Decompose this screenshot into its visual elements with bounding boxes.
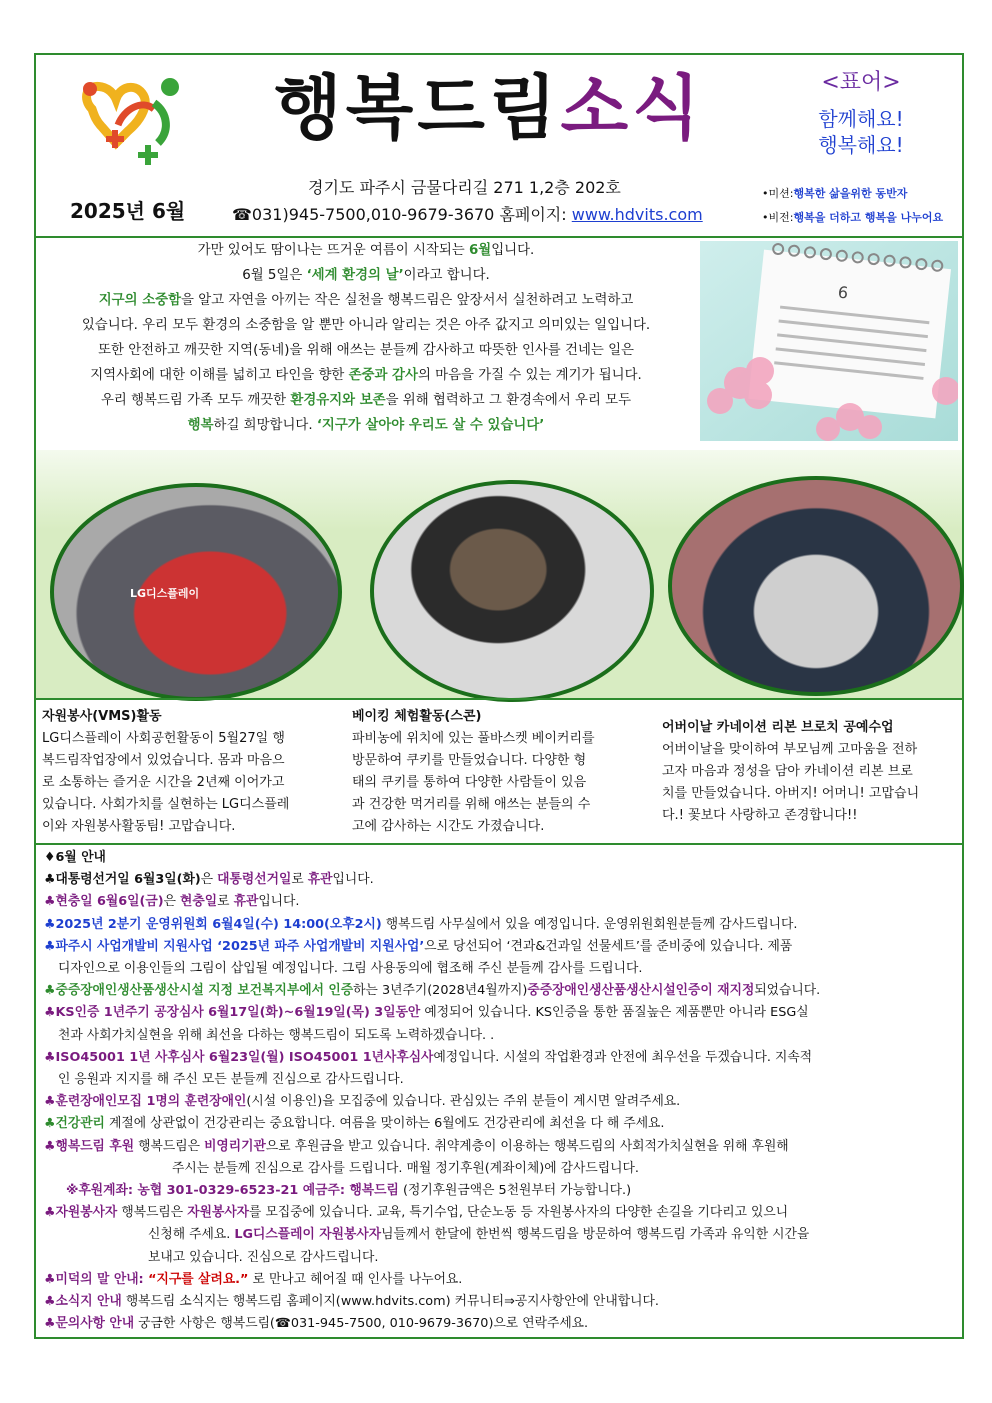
june-notices xyxy=(44,847,958,1335)
slogan-line-2: 행복해요! xyxy=(818,133,904,157)
caption-baking: 베이킹 체험활동(스콘) 파비농에 위치에 있는 풀바스켓 베이커리를 방문하여 쿠키를 만들었습니다. 다양한 형 태의 쿠키를 통하여 다양한 사람들이 있음 과 건강한 먹거리를 위해 애쓰는 분들의 수 고에 감사하는 시간도 가졌습니다. xyxy=(352,709,595,834)
notice-item-cont: 인 응원과 지지를 해 주신 모든 분들께 진심으로 감사드립니다. xyxy=(58,1072,404,1088)
notice-heading: ♦6월 안내 xyxy=(44,850,106,865)
notice-item-cont: 천과 사회가치실현을 위해 최선을 다하는 행복드림이 되도록 노력하겠습니다. . xyxy=(58,1027,495,1043)
mission: •미션:행복한 삶을위한 동반자 xyxy=(762,187,908,200)
donation-account: ※후원계좌: 농협 301-0329-6523-21 예금주: 행복드림 (정기후원금액은 5천원부터 가능합니다.) xyxy=(66,1183,632,1199)
newsletter-title: 행복드림소식 xyxy=(274,67,704,149)
slogan-tag: <표어> xyxy=(821,70,901,95)
divider xyxy=(36,843,962,845)
lg-badge: LG디스플레이 xyxy=(130,587,200,600)
notice-item-cont: 보내고 있습니다. 진심으로 감사드립니다. xyxy=(148,1249,379,1265)
notice-item: ♣2025년 2분기 운영위원회 6월4일(수) 14:00(오후2시) 행복드림 사무실에서 있을 예정입니다. 운영위원회원분들께 감사드립니다. xyxy=(44,916,798,932)
notice-item: ♣행복드림 후원 행복드림은 비영리기관으로 후원금을 받고 있습니다. 취약계층이 이용하는 행복드림의 사회적가치실현을 위해 후원해 xyxy=(44,1138,789,1154)
calendar-photo xyxy=(700,241,958,441)
notice-item-cont: 신청해 주세요. LG디스플레이 자원봉사자님들께서 한달에 한번씩 행복드림을 방문하여 행복드림 가족과 유익한 시간을 xyxy=(148,1227,810,1243)
address: 경기도 파주시 금물다리길 271 1,2층 202호 xyxy=(308,178,621,197)
homepage-link[interactable]: www.hdvits.com xyxy=(571,205,703,224)
photo-volunteer xyxy=(50,483,342,701)
caption-carnation: 어버이날 카네이션 리본 브로치 공예수업 어버이날을 맞이하여 부모님께 고마움을 전하 고자 마음과 정성을 담아 카네이션 리본 브로 치를 만들었습니다. 아버지! 어머니! 고맙습니 다.! 꽃보다 사랑하고 존경합니다!! xyxy=(662,720,920,823)
vision: •비전:행복을 더하고 행복을 나누어요 xyxy=(762,211,944,224)
newsletter-page xyxy=(34,53,964,1339)
photo-baking xyxy=(370,480,654,702)
notice-item: ♣건강관리 계절에 상관없이 건강관리는 중요합니다. 여름을 맞이하는 6월에도 건강관리에 최선을 다 해 주세요. xyxy=(44,1116,665,1132)
photo-band xyxy=(36,450,962,700)
notice-item-cont: 디자인으로 이용인들의 그림이 삽입될 예정입니다. 그림 사용동의에 협조해 주신 분들께 감사를 드립니다. xyxy=(58,961,643,977)
notice-item: ♣훈련장애인모집 1명의 훈련장애인(시설 이용인)을 모집중에 있습니다. 관심있는 주위 분들이 계시면 알려주세요. xyxy=(44,1094,681,1110)
contact-line: ☎031)945-7500,010-9679-3670 홈페이지: www.hdvits.com xyxy=(232,205,703,224)
caption-volunteer: 자원봉사(VMS)활동 LG디스플레이 사회공헌활동이 5월27일 행 복드림작업장에서 있었습니다. 몸과 마음으 로 소통하는 즐거운 시간을 2년째 이어가고 있습니다. 사회가치를 실현하는 LG디스플레 이와 자원봉사활동팀! 고맙습니다. xyxy=(42,709,290,834)
notice-item: ♣파주시 사업개발비 지원사업 ‘2025년 파주 사업개발비 지원사업’으로 당선되어 ‘견과&건과일 선물세트’를 준비중에 있습니다. 제품 xyxy=(44,938,793,954)
notice-item: ♣중증장애인생산품생산시설 지정 보건복지부에서 인증하는 3년주기(2028년4월까지)중증장애인생산품생산시설인증이 재지정되었습니다. xyxy=(44,983,821,999)
notice-item: ♣ISO45001 1년 사후심사 6월23일(월) ISO45001 1년사후심사예정입니다. 시설의 작업환경과 안전에 최우선을 두겠습니다. 지속적 xyxy=(44,1049,813,1065)
notice-item: ♣문의사항 안내 궁금한 사항은 행복드림(☎031-945-7500, 010-9679-3670)으로 연락주세요. xyxy=(44,1316,589,1332)
photo-carnation xyxy=(668,476,964,696)
logo-icon xyxy=(72,69,184,173)
slogan-line-1: 함께해요! xyxy=(818,107,904,131)
notice-item: ♣미덕의 말 안내: “지구를 살려요.” 로 만나고 헤어질 때 인사를 나누어요. xyxy=(44,1271,463,1287)
divider xyxy=(36,698,962,700)
notice-item-cont: 주시는 분들께 진심으로 감사를 드립니다. 매월 정기후원(계좌이체)에 감사드립니다. xyxy=(172,1160,639,1176)
issue-date: 2025년 6월 xyxy=(70,199,186,223)
notice-item: ♣자원봉사자 행복드림은 자원봉사자를 모집중에 있습니다. 교육, 특기수업, 단순노동 등 자원봉사자의 다양한 손길을 기다리고 있으니 xyxy=(44,1205,789,1221)
intro-text: 가만 있어도 땀이나는 뜨거운 여름이 시작되는 6월입니다. 6월 5일은 ‘세계 환경의 날’이라고 합니다. 지구의 소중함을 알고 자연을 아끼는 작은 실천을 행복드림은 앞장서서 실천하려고 노력하고 있습니다. 우리 모두 환경의 소중함을 알 뿐만 아니라 알리는 것은 아주 값지고 의미있는 일입니다. 또한 안전하고 깨끗한 지역(동네)을 위해 애쓰는 분들께 감사하고 따뜻한 인사를 건네는 일은 지역사회에 대한 이해를 넓히고 타인을 향한 존중과 감사의 마음을 가질 수 있는 계기가 됩니다. 우리 행복드림 가족 모두 깨끗한 환경유지와 보존을 위해 협력하고 그 환경속에서 우리 모두 행복하길 희망합니다. ‘지구가 살아야 우리도 살 수 있습니다’ xyxy=(81,243,651,433)
notice-item: ♣대통령선거일 6월3일(화)은 대통령선거일로 휴관입니다. xyxy=(44,872,374,888)
notice-item: ♣소식지 안내 행복드림 소식지는 행복드림 홈페이지(www.hdvits.com) 커뮤니티⇒공지사항안에 안내합니다. xyxy=(44,1294,659,1310)
notice-item: ♣KS인증 1년주기 공장심사 6월17일(화)~6월19일(목) 3일동안 예정되어 있습니다. KS인증을 통한 품질높은 제품뿐만 아니라 ESG실 xyxy=(44,1005,809,1021)
calendar-month: 6 xyxy=(837,282,850,303)
homepage-link[interactable]: www.hdvits.com xyxy=(340,1294,446,1310)
notice-item: ♣현충일 6월6일(금)은 현충일로 휴관입니다. xyxy=(44,894,300,910)
